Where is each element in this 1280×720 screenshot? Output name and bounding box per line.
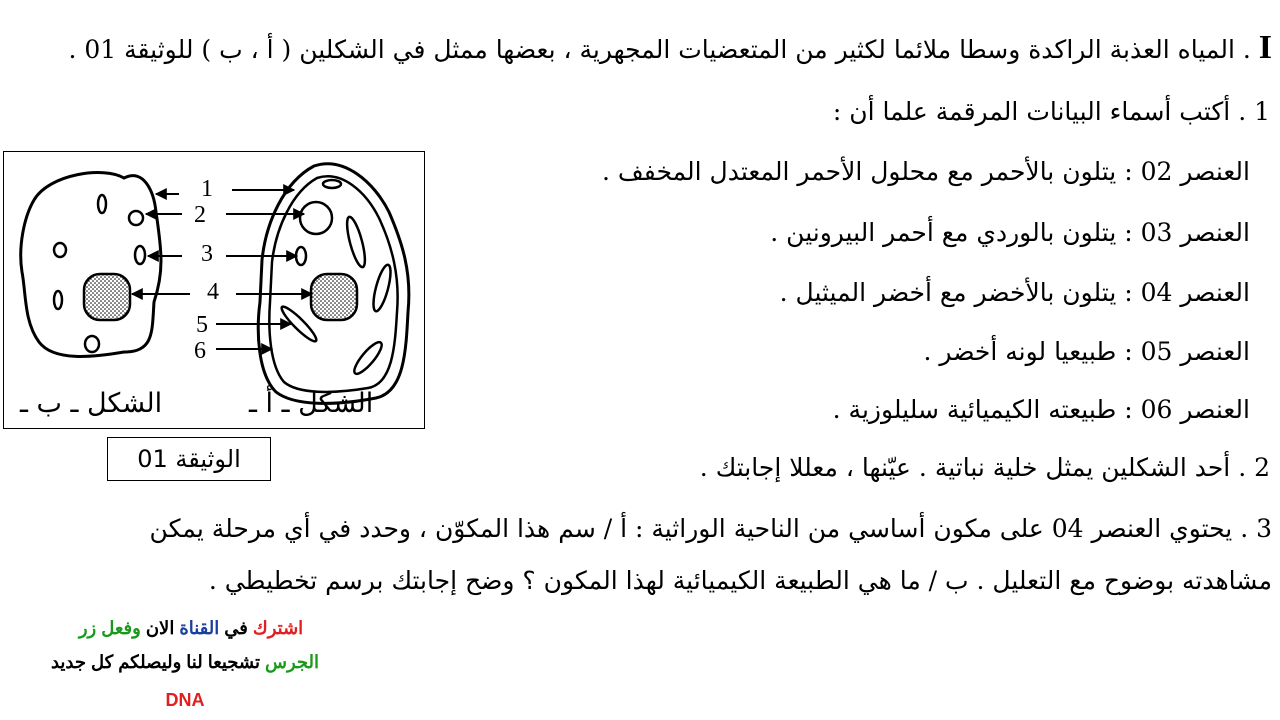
cell-b-organelle	[98, 195, 106, 213]
cell-a-nucleus	[311, 274, 357, 320]
cell-a-organelle	[323, 180, 341, 188]
cell-b-organelle	[54, 291, 62, 309]
cell-b-organelle	[129, 211, 143, 225]
promo-dna: DNA	[165, 690, 205, 710]
promo-in: في	[219, 618, 253, 638]
promo-encourage: تشجيعا لنا وليصلكم كل جديد	[50, 652, 265, 672]
promo-subscribe: اشترك	[252, 618, 304, 638]
figure-frame	[3, 151, 425, 429]
label-2: 2	[194, 202, 206, 228]
label-4: 4	[207, 279, 219, 305]
intro-text: . المياه العذبة الراكدة وسطا ملائما لكثير من المتعضيات المجهرية ، بعضها ممثل في الشكلين ( أ ، ب ) للوثيقة 01 .	[68, 35, 1251, 64]
roman-numeral: I	[1258, 29, 1272, 66]
question-2: 2 . أحد الشكلين يمثل خلية نباتية . عيّنها ، معللا إجابتك .	[699, 453, 1270, 482]
promo-now: الان	[140, 618, 180, 638]
cell-b-organelle	[135, 246, 145, 264]
cell-b-organelle	[54, 243, 66, 257]
cell-a-chloroplast	[351, 339, 386, 377]
label-5: 5	[196, 312, 208, 338]
promo-bell: الجرس	[265, 652, 320, 672]
element-06: العنصر 06 : طبيعته الكيميائية سليلوزية .	[832, 395, 1250, 424]
caption-figure-a: الشكل ـ أ ـ	[249, 388, 374, 419]
promo-line-2	[10, 652, 360, 673]
cell-a-chloroplast	[370, 263, 394, 312]
label-6: 6	[194, 338, 206, 364]
cell-a-chloroplast	[343, 215, 368, 268]
label-1: 1	[201, 176, 213, 202]
question-1: 1 . أكتب أسماء البيانات المرقمة علما أن :	[832, 97, 1270, 126]
promo-channel: القناة	[179, 618, 220, 638]
cell-a-organelle	[296, 247, 306, 265]
question-3-line-1: 3 . يحتوي العنصر 04 على مكون أساسي من الناحية الوراثية : أ / سم هذا المكوّن ، وحدد في أي مرحلة يمكن	[149, 514, 1272, 543]
document-label: الوثيقة 01	[107, 437, 271, 481]
promo-line-1	[46, 618, 336, 639]
cell-b-organelle	[85, 336, 99, 352]
question-3-line-2: مشاهدته بوضوح مع التعليل . ب / ما هي الطبيعة الكيميائية لهذا المكون ؟ وضح إجابتك برسم تخطيطي .	[208, 566, 1272, 595]
label-3: 3	[201, 241, 213, 267]
promo-activate: وفعل زر	[78, 618, 141, 638]
caption-figure-b: الشكل ـ ب ـ	[20, 388, 163, 419]
intro-line	[68, 28, 1272, 70]
element-04: العنصر 04 : يتلون بالأخضر مع أخضر الميثيل .	[779, 278, 1250, 307]
element-03: العنصر 03 : يتلون بالوردي مع أحمر البيرونين .	[770, 218, 1250, 247]
cell-a-vacuole	[300, 202, 332, 234]
label-lines	[132, 190, 312, 349]
element-02: العنصر 02 : يتلون بالأحمر مع محلول الأحمر المعتدل المخفف .	[602, 157, 1250, 186]
cell-b-nucleus	[84, 274, 130, 320]
element-05: العنصر 05 : طبيعيا لونه أخضر .	[923, 337, 1250, 366]
